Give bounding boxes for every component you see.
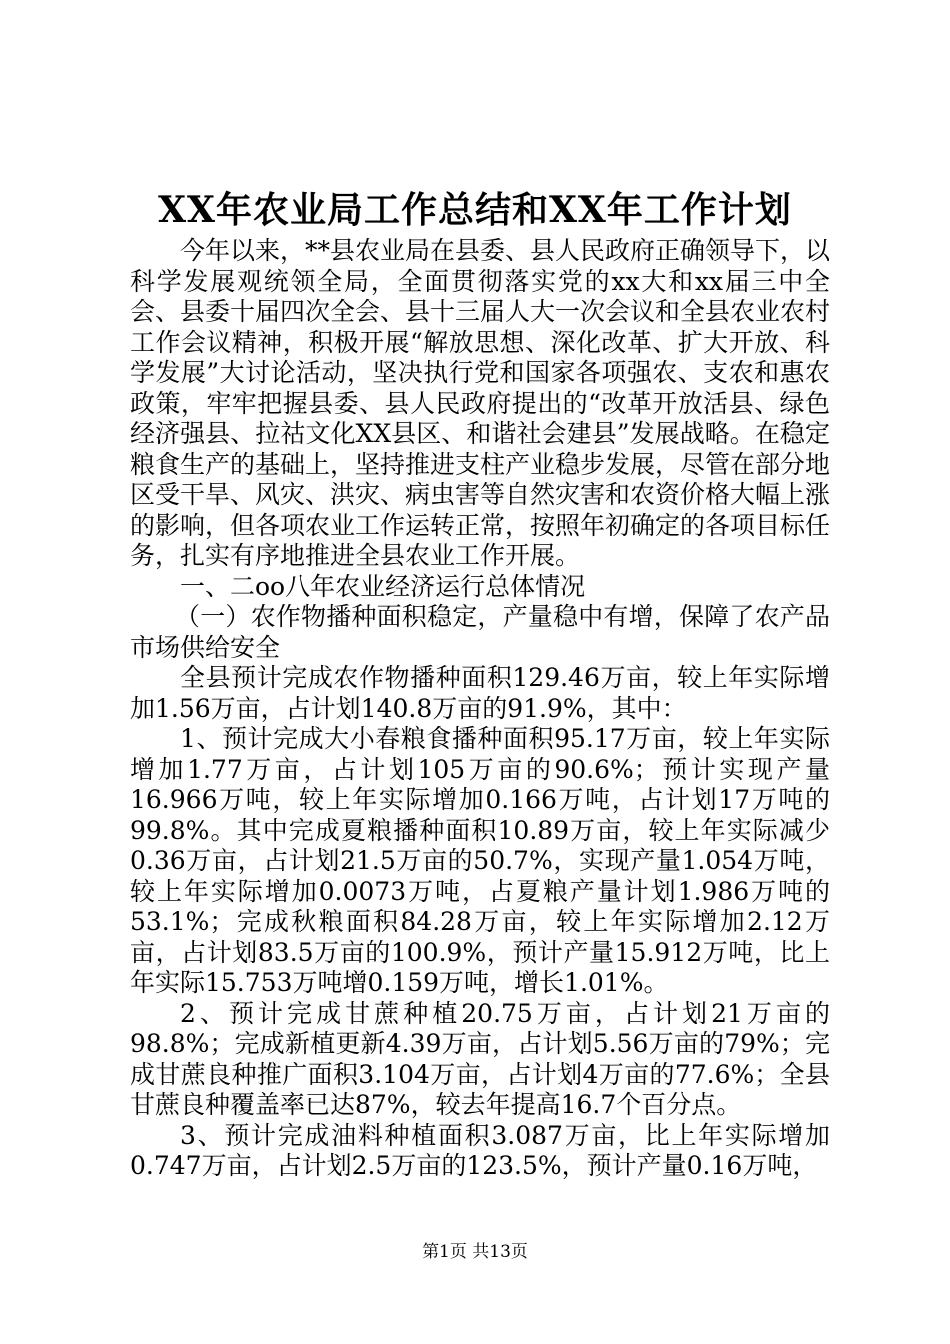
paragraph-intro: 今年以来，**县农业局在县委、县人民政府正确领导下，以科学发展观统领全局，全面贯彻落实党的xx大和xx届三中全会、县委十届四次全会、县十三届人大一次会议和全县农业农村工作会议精神，积极开展“解放思想、深化改革、扩大开放、科学发展”大讨论活动，坚决执行党和国家各项强农、支农和惠农政策，牢牢把握县委、县人民政府提出的“改革开放活县、绿色经济强县、拉祜文化XX县区、和谐社会建县”发展战略。在稳定粮食生产的基础上，坚持推进支柱产业稳步发展，尽管在部分地区受干旱、风灾、洪灾、病虫害等自然灾害和农资价格大幅上涨的影响，但各项农业工作运转正常，按照年初确定的各项目标任务，扎实有序地推进全县农业工作开展。 <box>130 236 831 570</box>
paragraph-item-3: 3、预计完成油料种植面积3.087万亩，比上年实际增加0.747万亩，占计划2.5万亩的123.5%，预计产量0.16万吨， <box>130 1120 830 1180</box>
paragraph-item-2: 2、预计完成甘蔗种植20.75万亩，占计划21万亩的98.8%；完成新植更新4.39万亩，占计划5.56万亩的79%；完成甘蔗良种推广面积3.104万亩，占计划4万亩的77.6%；全县甘蔗良种覆盖率已达87%，较去年提高16.7个百分点。 <box>130 998 830 1119</box>
document-title: XX年农业局工作总结和XX年工作计划 <box>158 189 792 231</box>
document-body <box>130 236 830 1182</box>
section-heading-1: 一、二oo八年农业经济运行总体情况 <box>180 571 586 601</box>
paragraph-summary: 全县预计完成农作物播种面积129.46万亩，较上年实际增加1.56万亩，占计划140.8万亩的91.9%，其中： <box>130 663 830 723</box>
paragraph-item-1: 1、预计完成大小春粮食播种面积95.17万亩，较上年实际增加1.77万亩，占计划105万亩的90.6%；预计实现产量16.966万吨，较上年实际增加0.166万吨，占计划17万吨的99.8%。其中完成夏粮播种面积10.89万亩，较上年实际减少0.36万亩，占计划21.5万亩的50.7%，实现产量1.054万吨，较上年实际增加0.0073万吨，占夏粮产量计划1.986万吨的53.1%；完成秋粮面积84.28万亩，较上年实际增加2.12万亩，占计划83.5万亩的100.9%，预计产量15.912万吨，比上年实际15.753万吨增0.159万吨，增长1.01%。 <box>130 724 830 997</box>
subsection-heading-1: （一）农作物播种面积稳定，产量稳中有增，保障了农产品市场供给安全 <box>130 602 830 662</box>
page-footer: 第1页 共13页 <box>422 1242 528 1262</box>
